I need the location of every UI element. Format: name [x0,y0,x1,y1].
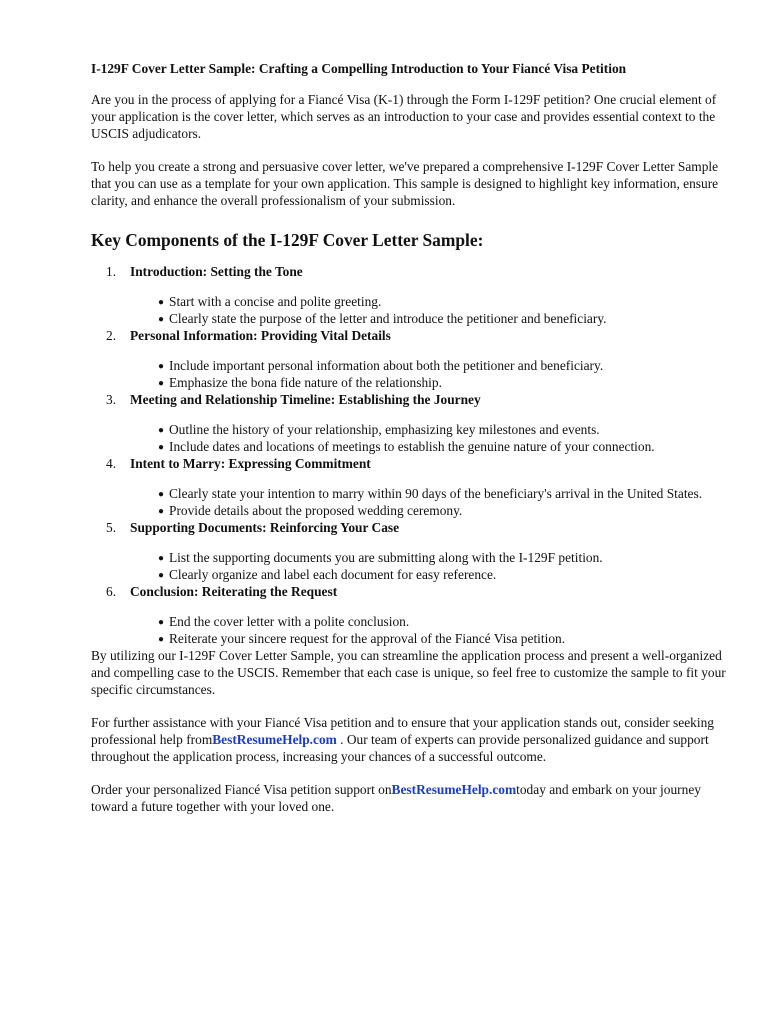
component-number: 4. [106,456,117,471]
bullet-text: Reiterate your sincere request for the approval of the Fiancé Visa petition. [169,630,566,646]
assistance-text-after: . Our team of experts can provide personalized guidance and support throughout the application process, increasing your chances of a successful outcome. [91,732,709,764]
component-heading: Personal Information: Providing Vital Details [130,328,391,343]
bullet-item [130,550,731,567]
order-text-after: today and embark on your journey toward a future together with your loved one. [91,782,701,814]
bullet-dot-icon: ● [158,441,165,453]
bullet-text: Include dates and locations of meetings to establish the genuine nature of your connection. [169,438,655,454]
bullet-text: Include important personal information about both the petitioner and beneficiary. [169,358,604,373]
bullet-text: Emphasize the bona fide nature of the relationship. [169,374,442,390]
component-number: 3. [106,392,117,407]
bestresumehelp-link[interactable]: BestResumeHelp.com [391,782,517,797]
bullet-item [130,422,731,439]
component-number: 1. [106,264,117,279]
bullet-text: Clearly state the purpose of the letter and introduce the petitioner and beneficiary. [169,310,607,326]
bullet-dot-icon: ● [158,633,165,645]
bullet-dot-icon: ● [158,569,165,581]
section-heading: Key Components of the I-129F Cover Letter Sample: [91,230,484,250]
bullet-item [130,294,731,311]
bullet-item [130,503,731,520]
component-heading: Supporting Documents: Reinforcing Your Case [130,520,400,535]
bullet-dot-icon: ● [158,617,165,628]
closing-assistance-paragraph [91,714,731,765]
component-heading: Meeting and Relationship Timeline: Establishing the Journey [130,392,481,407]
bullet-text: Clearly state your intention to marry within 90 days of the beneficiary's arrival in the United States. [169,486,703,501]
intro-paragraph-2: To help you create a strong and persuasive cover letter, we've prepared a comprehensive I-129F Cover Letter Sample that you can use as a template for your own application. This sample is designed to highlight key information, ensure clarity, and enhance the overall professionalism of your submission. [91,159,719,208]
bullet-item [130,311,731,328]
bullet-dot-icon: ● [158,361,165,372]
component-heading: Introduction: Setting the Tone [130,264,303,279]
bullet-list [130,486,731,519]
bullet-item [130,631,731,648]
bullet-text: End the cover letter with a polite conclusion. [169,614,410,629]
bullet-list [130,294,731,327]
component-heading: Intent to Marry: Expressing Commitment [130,456,371,471]
bullet-list [130,422,731,455]
component-item [91,263,731,327]
component-number: 5. [106,520,117,535]
document-page [91,60,731,831]
component-number: 6. [106,584,117,599]
bullet-item [130,439,731,456]
bullet-dot-icon: ● [158,505,165,517]
bullet-item [130,375,731,392]
bullet-list [130,358,731,391]
bullet-dot-icon: ● [158,297,165,308]
components-list [91,263,731,647]
bullet-text: List the supporting documents you are submitting along with the I-129F petition. [169,550,603,565]
bestresumehelp-link[interactable]: BestResumeHelp.com [212,732,337,747]
bullet-dot-icon: ● [158,489,165,500]
bullet-item [130,486,731,503]
document-title: I-129F Cover Letter Sample: Crafting a Compelling Introduction to Your Fiancé Visa Petition [91,61,627,76]
component-item [91,455,731,519]
bullet-text: Outline the history of your relationship, emphasizing key milestones and events. [169,422,600,437]
bullet-item [130,358,731,375]
intro-paragraph-1: Are you in the process of applying for a Fiancé Visa (K-1) through the Form I-129F petition? One crucial element of your application is the cover letter, which serves as an introduction to your case and provides essential context to the USCIS adjudicators. [91,92,717,141]
component-item [91,327,731,391]
bullet-text: Clearly organize and label each document for easy reference. [169,566,497,582]
component-heading: Conclusion: Reiterating the Request [130,584,338,599]
bullet-text: Provide details about the proposed wedding ceremony. [169,502,463,518]
bullet-list [130,614,731,647]
bullet-text: Start with a concise and polite greeting. [169,294,382,309]
bullet-item [130,567,731,584]
assistance-text-before: For further assistance with your Fiancé Visa petition and to ensure that your application stands out, consider seeking professional help from [91,715,714,747]
bullet-list [130,550,731,583]
bullet-dot-icon: ● [158,377,165,389]
component-number: 2. [106,328,117,343]
bullet-dot-icon: ● [158,313,165,325]
bullet-dot-icon: ● [158,425,165,436]
component-item [91,391,731,455]
bullet-item [130,614,731,631]
closing-order-paragraph [91,781,731,815]
component-item [91,583,731,647]
component-item [91,519,731,583]
bullet-dot-icon: ● [158,553,165,564]
closing-utilizing-paragraph: By utilizing our I-129F Cover Letter Sample, you can streamline the application process and present a well-organized and compelling case to the USCIS. Remember that each case is unique, so feel free to customize the sample to fit your specific circumstances. [91,648,726,697]
order-text-before: Order your personalized Fiancé Visa petition support on [91,782,392,797]
